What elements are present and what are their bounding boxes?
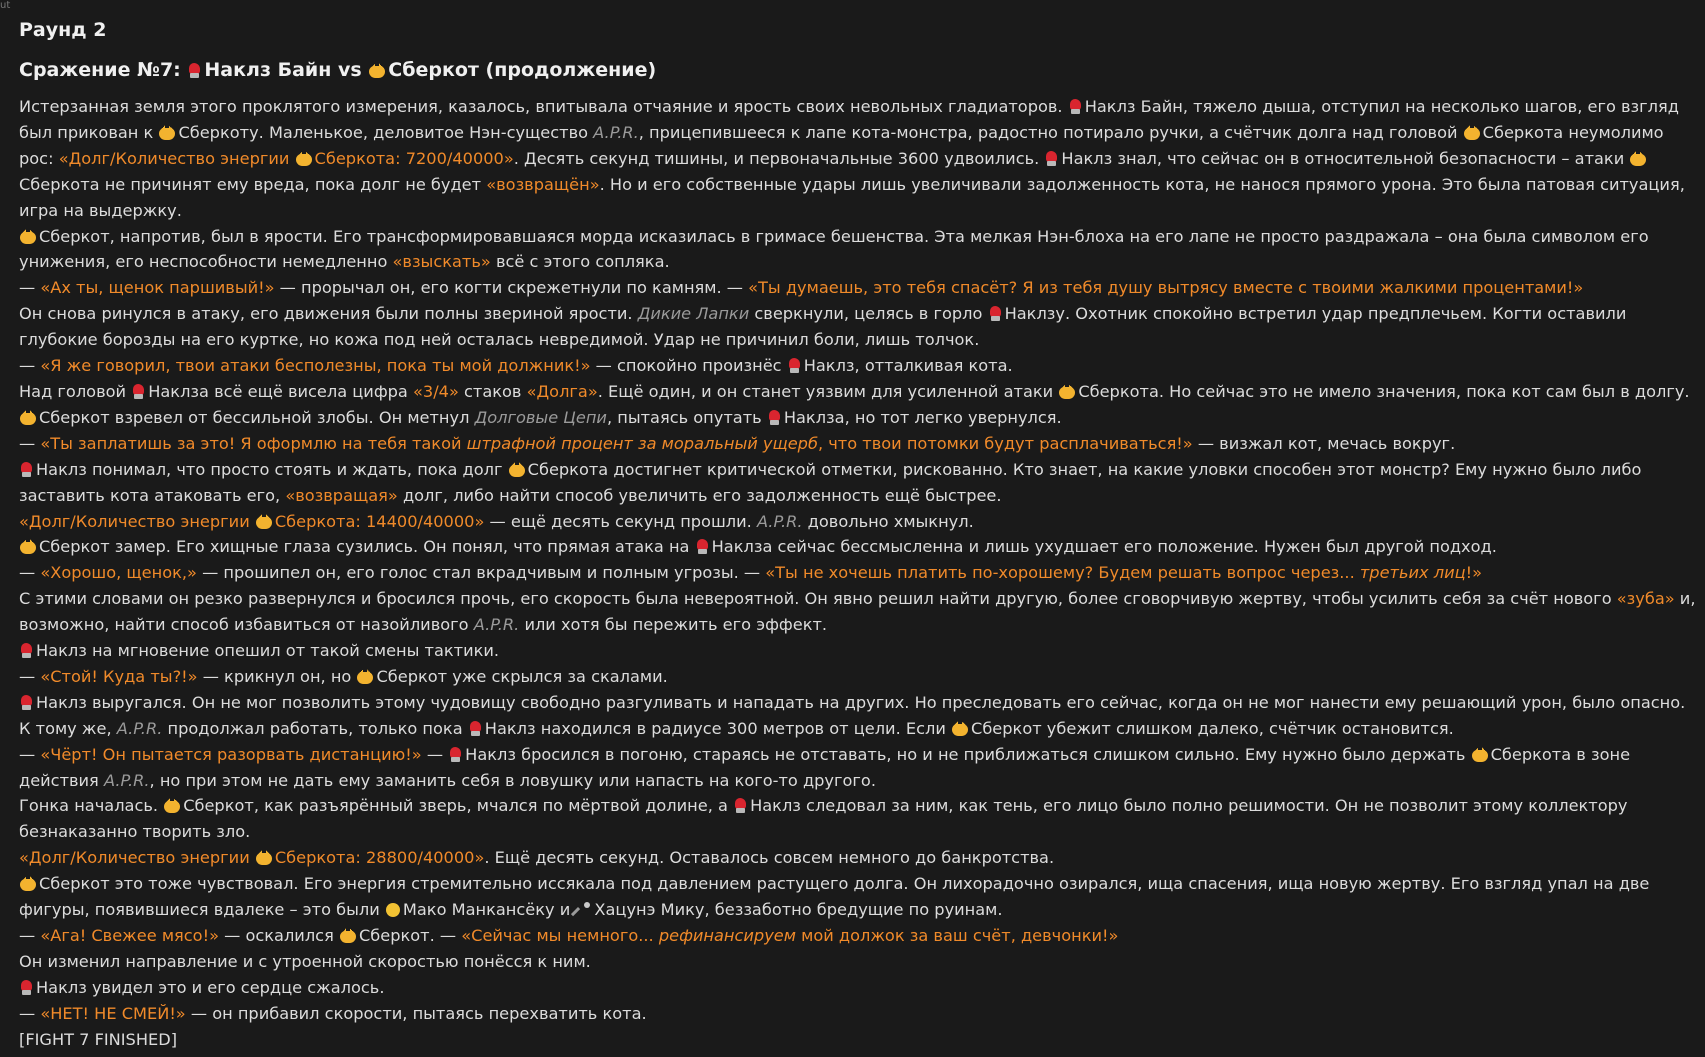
narration-text: Наклз на мгновение опешил от такой смены тактики. bbox=[36, 641, 500, 661]
narration-text: Сберкот. — bbox=[358, 926, 462, 945]
narration-text: всё с этого сопляка. bbox=[490, 252, 670, 272]
narration-text: — bbox=[19, 563, 41, 583]
quote-text: «Сейчас мы немного... bbox=[461, 926, 659, 945]
narration-text: Сберкота неумолимо рос: bbox=[19, 122, 1664, 168]
story-paragraph bbox=[19, 94, 1697, 224]
narration-text: Сберкота не причинят ему вреда, пока долг не будет bbox=[19, 174, 487, 194]
fight-heading-vs: vs bbox=[331, 59, 369, 81]
boxing-glove-icon bbox=[20, 643, 33, 658]
boxing-glove-icon bbox=[989, 306, 1002, 321]
narration-text: Сберкот замер. Его хищные глаза сузились. Он понял, что прямая атака на bbox=[39, 537, 695, 557]
ability-name: A.P.R. bbox=[103, 770, 150, 790]
story-paragraph bbox=[19, 1027, 1697, 1053]
story-paragraph bbox=[19, 845, 1697, 871]
cat-face-icon bbox=[256, 850, 272, 865]
boxing-glove-icon bbox=[20, 980, 33, 995]
narration-text: Хацунэ Мику, беззаботно бредущие по руинам. bbox=[594, 900, 1003, 920]
narration-text: Сберкот, напротив, был в ярости. Его трансформировавшаяся морда исказилась в гримасе бешенства. Эта мелкая Нэн-блоха на его лапе не просто раздражала – она была символом его унижения, его неспособности немедленно bbox=[19, 226, 1649, 272]
narration-text: , пытаясь опутать bbox=[606, 407, 767, 427]
narration-text: — bbox=[19, 926, 41, 945]
story-paragraph bbox=[19, 224, 1697, 276]
story-paragraph bbox=[19, 275, 1697, 301]
narration-text: , но при этом не дать ему заманить себя в ловушку или напасть на кого-то другого. bbox=[149, 770, 876, 790]
story-paragraph bbox=[19, 793, 1697, 845]
narration-text: — bbox=[19, 744, 41, 764]
narration-text: Он изменил направление и с утроенной скоростью понёсся к ним. bbox=[19, 951, 591, 971]
narration-text: Наклз бросился в погоню, стараясь не отставать, но и не приближаться слишком сильно. Ему нужно было держать bbox=[465, 744, 1471, 764]
quote-text: Сберкота: 7200/40000» bbox=[314, 148, 514, 168]
cat-face-icon bbox=[20, 229, 36, 244]
quote-text: «Долг/Количество энергии bbox=[19, 848, 255, 868]
narration-text: — bbox=[19, 666, 41, 686]
quote-text: «Я же говорил, твои атаки бесполезны, пока ты мой должник!» bbox=[40, 356, 591, 376]
cat-face-icon bbox=[369, 63, 385, 78]
cat-face-icon bbox=[296, 151, 312, 166]
quote-text: «Ага! Свежее мясо!» bbox=[40, 926, 219, 945]
quote-text: Сберкота: 14400/40000» bbox=[274, 511, 485, 531]
ability-name: A.P.R. bbox=[756, 511, 803, 531]
narration-text: Наклз следовал за ним, как тень, его лицо было полно решимости. Он не позволит этому коллектору безнаказанно творить зло. bbox=[19, 796, 1628, 842]
quote-emphasis: рефинансируем bbox=[658, 926, 796, 945]
boxing-glove-icon bbox=[20, 695, 33, 710]
narration-text: Наклз находился в радиусе 300 метров от цели. Если bbox=[484, 718, 952, 738]
story-paragraph bbox=[19, 353, 1697, 379]
narration-text: Наклз увидел это и его сердце сжалось. bbox=[36, 977, 385, 997]
story-paragraph bbox=[19, 638, 1697, 664]
narration-text: Наклз Байн, тяжело дыша, отступил на несколько шагов, его взгляд был прикован к bbox=[19, 97, 1679, 142]
narration-text: стаков bbox=[458, 381, 527, 401]
quote-text: «возвращая» bbox=[285, 485, 398, 505]
narration-text: Наклз выругался. Он не мог позволить этому чудовищу свободно разгуливать и нападать на других. Но преследовать его сейчас, когда он не мог нанести ему решающий урон, было опасно. К тому же, bbox=[19, 692, 1686, 738]
narration-text: . Ещё десять секунд. Оставалось совсем немного до банкротства. bbox=[484, 848, 1055, 868]
story-paragraph bbox=[19, 405, 1697, 431]
narration-text: — прошипел он, его голос стал вкрадчивым и полным угрозы. — bbox=[196, 563, 766, 583]
quote-text: мой должок за ваш счёт, девчонки!» bbox=[795, 926, 1119, 945]
narration-text: — ещё десять секунд прошли. bbox=[484, 511, 757, 531]
narration-text: С этими словами он резко развернулся и бросился прочь, его скорость была невероятной. Он явно решил найти другую, более сговорчивую жертву, чтобы усилить себя за счёт нового bbox=[19, 589, 1617, 609]
fight-heading bbox=[19, 54, 1697, 86]
cat-face-icon bbox=[20, 876, 36, 891]
boxing-glove-icon bbox=[1069, 99, 1082, 114]
narration-text: Сберкота. Но сейчас это не имело значения, пока кот сам был в долгу. bbox=[1078, 381, 1690, 401]
narration-text: Сберкот убежит слишком далеко, счётчик остановится. bbox=[971, 718, 1454, 738]
narration-text: Он снова ринулся в атаку, его движения были полны звериной ярости. bbox=[19, 304, 638, 324]
story-paragraph bbox=[19, 664, 1697, 690]
fight-heading-prefix: Сражение №7: bbox=[19, 59, 188, 81]
narration-text: сверкнули, целясь в горло bbox=[749, 304, 988, 324]
boxing-glove-icon bbox=[734, 798, 747, 813]
narration-text: . Ещё один, и он станет уязвим для усиленной атаки bbox=[597, 381, 1059, 401]
cat-face-icon bbox=[340, 928, 356, 943]
quote-text: «Долга» bbox=[526, 381, 598, 401]
cat-face-icon bbox=[256, 514, 272, 529]
quote-text: !» bbox=[1465, 563, 1483, 583]
fight-heading-fighter-a: Наклз Байн bbox=[204, 59, 332, 81]
story-body bbox=[19, 94, 1697, 1053]
quote-text: «возвращён» bbox=[486, 174, 600, 194]
quote-text: «Чёрт! Он пытается разорвать дистанцию!» bbox=[40, 744, 422, 764]
quote-emphasis: третьих лиц bbox=[1359, 563, 1466, 583]
narration-text: — визжал кот, мечась вокруг. bbox=[1192, 433, 1456, 453]
narration-text: Наклз понимал, что просто стоять и ждать, пока долг bbox=[36, 459, 508, 479]
narration-text: — он прибавил скорости, пытаясь перехватить кота. bbox=[185, 1003, 647, 1023]
narration-text: Наклзу. Охотник спокойно встретил удар предплечьем. Когти оставили глубокие борозды на его куртке, но кожа под ней осталась невредимой. Удар не причинил боли, лишь толчок. bbox=[19, 304, 1627, 350]
narration-text: Сберкот уже скрылся за скалами. bbox=[376, 666, 668, 686]
boxing-glove-icon bbox=[188, 63, 201, 78]
quote-text: «Долг/Количество энергии bbox=[19, 511, 255, 531]
cat-face-icon bbox=[159, 125, 175, 140]
narration-text: Сберкота в зоне действия bbox=[19, 744, 1631, 790]
narration-text: — прорычал он, его когти скрежетнули по камням. — bbox=[274, 278, 749, 298]
story-paragraph bbox=[19, 975, 1697, 1001]
story-paragraph bbox=[19, 431, 1697, 457]
narration-text: Наклз, отталкивая кота. bbox=[803, 356, 1013, 376]
story-paragraph bbox=[19, 457, 1697, 509]
narration-text: . Десять секунд тишины, и первоначальные 3600 удвоились. bbox=[513, 148, 1045, 168]
narration-text: — bbox=[19, 356, 41, 376]
story-paragraph bbox=[19, 923, 1697, 949]
story-paragraph bbox=[19, 949, 1697, 975]
narration-text: Сберкота достигнет критической отметки, рискованно. Кто знает, на какие уловки способен этот монстр? Ему нужно было либо заставить кота атаковать его, bbox=[19, 459, 1642, 505]
narration-text: Наклза сейчас бессмысленна и лишь ухудшает его положение. Нужен был другой подход. bbox=[711, 537, 1497, 557]
story-paragraph bbox=[19, 509, 1697, 535]
cat-face-icon bbox=[509, 462, 525, 477]
narration-text: и, возможно, найти способ избавиться от назойливого bbox=[19, 589, 1696, 635]
round-heading: Раунд 2 bbox=[19, 19, 107, 41]
boxing-glove-icon bbox=[1045, 151, 1058, 166]
boxing-glove-icon bbox=[788, 358, 801, 373]
narration-text: Наклз знал, что сейчас он в относительной безопасности – атаки bbox=[1061, 148, 1630, 168]
narration-text: Наклза всё ещё висела цифра bbox=[148, 381, 413, 401]
narration-text: — оскалился bbox=[218, 926, 339, 945]
quote-text: «Ты не хочешь платить по-хорошему? Будем решать вопрос через... bbox=[765, 563, 1360, 583]
boxing-glove-icon bbox=[20, 462, 33, 477]
quote-text: «НЕТ! НЕ СМЕЙ!» bbox=[40, 1003, 186, 1023]
story-paragraph bbox=[19, 1001, 1697, 1027]
boxing-glove-icon bbox=[696, 539, 709, 554]
quote-text: «Хорошо, щенок,» bbox=[40, 563, 197, 583]
quote-text: «Ты заплатишь за это! Я оформлю на тебя такой bbox=[40, 433, 467, 453]
boxing-glove-icon bbox=[768, 410, 781, 425]
quote-emphasis: штрафной процент за моральный ущерб bbox=[466, 433, 818, 453]
story-paragraph bbox=[19, 379, 1697, 405]
narration-text: Сберкот, как разъярённый зверь, мчался по мёртвой долине, а bbox=[183, 796, 734, 816]
quote-text: «Ты думаешь, это тебя спасёт? Я из тебя душу вытрясу вместе с твоими жалкими процентами!» bbox=[748, 278, 1584, 298]
cat-face-icon bbox=[1472, 747, 1488, 762]
narration-text: или хотя бы пережить его эффект. bbox=[519, 615, 828, 635]
narration-text: — крикнул он, но bbox=[197, 666, 357, 686]
story-paragraph bbox=[19, 534, 1697, 560]
cat-face-icon bbox=[1059, 384, 1075, 399]
narration-text: — bbox=[421, 744, 449, 764]
narration-text: — bbox=[19, 433, 41, 453]
quote-text: «взыскать» bbox=[392, 252, 491, 272]
sad-face-icon bbox=[386, 903, 400, 917]
cat-face-icon bbox=[357, 669, 373, 684]
quote-text: Сберкота: 28800/40000» bbox=[274, 848, 485, 868]
narration-text: Истерзанная земля этого проклятого измерения, казалось, впитывала отчаяние и ярость своих невольных гладиаторов. bbox=[19, 97, 1068, 116]
boxing-glove-icon bbox=[469, 721, 482, 736]
cat-face-icon bbox=[1630, 151, 1646, 166]
ability-name: Долговые Цепи bbox=[474, 407, 607, 427]
quote-text: «3/4» bbox=[413, 381, 459, 401]
narration-text: Над головой bbox=[19, 381, 132, 401]
cat-face-icon bbox=[20, 539, 36, 554]
cat-face-icon bbox=[164, 798, 180, 813]
cat-face-icon bbox=[1464, 125, 1480, 140]
fight-heading-fighter-b: Сберкот (продолжение) bbox=[388, 59, 657, 81]
ability-name: A.P.R. bbox=[116, 718, 163, 738]
narration-text: Сберкот это тоже чувствовал. Его энергия стремительно иссякала под давлением растущего долга. Он лихорадочно озирался, ища спасения, ища новую жертву. Его взгляд упал на две фигуры, появившиеся вдалеке – это были bbox=[19, 874, 1650, 920]
story-paragraph bbox=[19, 586, 1697, 638]
story-paragraph bbox=[19, 301, 1697, 353]
narration-text: Сберкоту. Маленькое, деловитое Нэн-существо bbox=[178, 122, 594, 142]
narration-text: Гонка началась. bbox=[19, 796, 164, 816]
narration-text: довольно хмыкнул. bbox=[802, 511, 974, 531]
narration-text: продолжал работать, только пока bbox=[162, 718, 468, 738]
story-paragraph bbox=[19, 690, 1697, 742]
quote-text: «зуба» bbox=[1616, 589, 1675, 609]
ability-name: A.P.R. bbox=[593, 122, 639, 142]
narration-text: . Но и его собственные удары лишь увеличивали задолженность кота, не нанося прямого урона. Это была патовая ситуация, игра на выдержку. bbox=[19, 174, 1685, 220]
narration-text: — спокойно произнёс bbox=[590, 356, 787, 376]
narration-text: — bbox=[19, 1003, 41, 1023]
story-paragraph bbox=[19, 871, 1697, 923]
quote-text: «Долг/Количество энергии bbox=[58, 148, 295, 168]
narration-text: [FIGHT 7 FINISHED] bbox=[19, 1029, 178, 1049]
quote-text: «Ах ты, щенок паршивый!» bbox=[40, 278, 275, 298]
narration-text: долг, либо найти способ увеличить его задолженность ещё быстрее. bbox=[397, 485, 1002, 505]
boxing-glove-icon bbox=[132, 384, 145, 399]
boxing-glove-icon bbox=[449, 747, 462, 762]
narration-text: , прицепившееся к лапе кота-монстра, радостно потирало ручки, а счётчик долга над головой bbox=[638, 122, 1463, 142]
quote-text: , что твои потомки будут расплачиваться!» bbox=[817, 433, 1193, 453]
quote-text: «Стой! Куда ты?!» bbox=[40, 666, 198, 686]
edge-marker: ut bbox=[0, 0, 11, 11]
narration-text: Мако Манкансёку и bbox=[402, 900, 576, 920]
ability-name: A.P.R. bbox=[473, 615, 520, 635]
story-paragraph bbox=[19, 560, 1697, 586]
ability-name: Дикие Лапки bbox=[637, 304, 750, 324]
cat-face-icon bbox=[20, 410, 36, 425]
microphone-icon bbox=[576, 902, 591, 917]
narration-text: Наклза, но тот легко увернулся. bbox=[783, 407, 1062, 427]
narration-text: Сберкот взревел от бессильной злобы. Он метнул bbox=[39, 407, 475, 427]
cat-face-icon bbox=[952, 721, 968, 736]
story-paragraph bbox=[19, 742, 1697, 794]
document bbox=[19, 14, 1697, 1053]
narration-text: — bbox=[19, 278, 41, 298]
